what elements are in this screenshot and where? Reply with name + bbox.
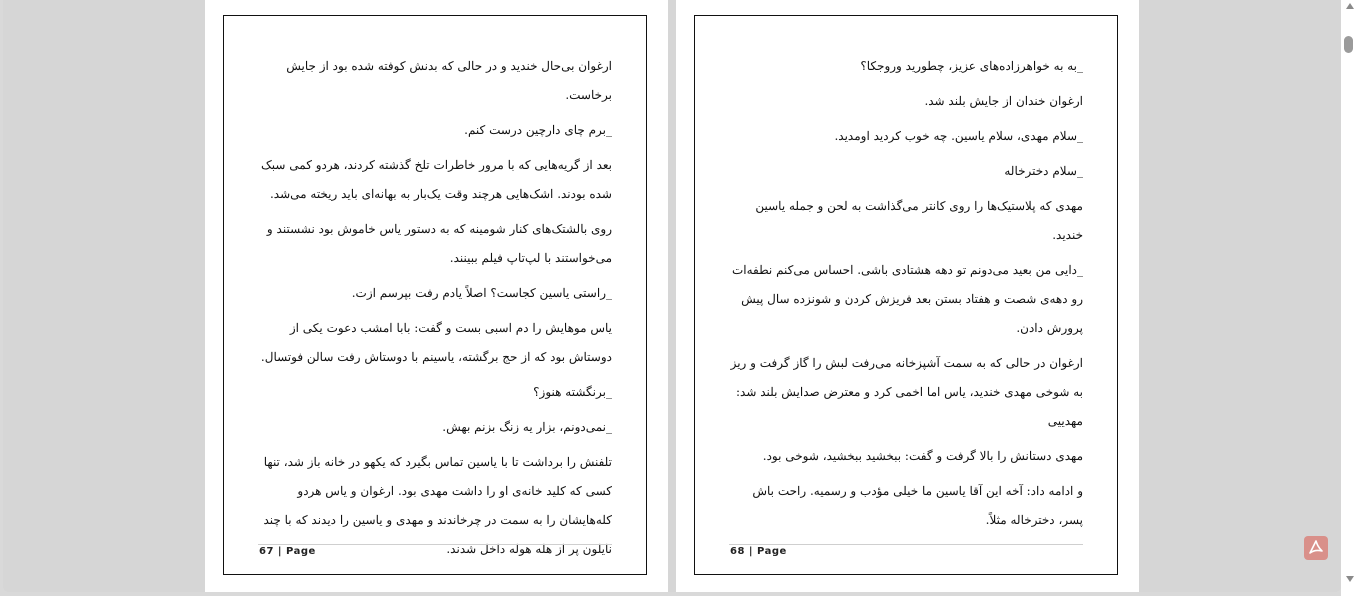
paragraph: روی بالشتک‌های کنار شومینه که به دستور یاس خاموش بود نشستند و می‌خواستند با لپ‌تاپ فیلم ببینند. (266, 222, 612, 265)
page-number: 68 | Page (730, 546, 787, 557)
footer-divider (729, 544, 1083, 545)
vertical-scrollbar[interactable] (1341, 0, 1360, 596)
page-text (258, 52, 612, 570)
paragraph: و ادامه داد: آخه این آقا یاسین ما خیلی مؤدب و رسمیه. راحت باش پسر، دخترخاله مثلاً. (752, 484, 1083, 527)
scroll-thumb[interactable] (1344, 36, 1353, 53)
paragraph: _به به خواهرزاده‌های عزیز، چطورید وروجکا؟ (860, 59, 1083, 73)
document-viewer (3, 0, 1341, 592)
paragraph: بعد از گریه‌هایی که با مرور خاطرات تلخ گذشته کردند، هردو کمی سبک شده بودند. اشک‌هایی هرچند وقت یک‌بار به بهانه‌ای باید ریخته می‌شد. (261, 158, 612, 201)
paragraph: _راستی یاسین کجاست؟ اصلاً یادم رفت بپرسم ازت. (351, 286, 612, 300)
scroll-up-arrow-icon[interactable] (1346, 3, 1354, 9)
paragraph: _دایی من بعید می‌دونم تو دهه هشتادی باشی. احساس می‌کنم نطفه‌ات رو دهه‌ی شصت و هفتاد بستن بعد فریزش کردن و شونزده سال پیش پرورش دادن. (731, 263, 1083, 335)
footer-divider (258, 544, 612, 545)
page-text (729, 52, 1083, 541)
paragraph: مهدی دستانش را بالا گرفت و گفت: ببخشید ببخشید، شوخی بود. (762, 449, 1083, 463)
scroll-down-arrow-icon[interactable] (1346, 576, 1354, 582)
paragraph: ارغوان خندان از جایش بلند شد. (924, 94, 1083, 108)
paragraph: _سلام دخترخاله (1004, 164, 1083, 178)
page-border (694, 15, 1118, 575)
page-number: 67 | Page (259, 546, 316, 557)
paragraph: _نمی‌دونم، بزار یه زنگ بزنم بهش. (442, 420, 612, 434)
page-67 (205, 0, 668, 592)
paragraph: یاس موهایش را دم اسبی بست و گفت: بابا امشب دعوت یکی از دوستاش بود که از حج برگشته، یاسینم با دوستاش رفت سالن فوتسال. (260, 321, 612, 364)
page-68 (676, 0, 1139, 592)
paragraph: مهدی که پلاستیک‌ها را روی کانتر می‌گذاشت به لحن و جمله یاسین خندید. (755, 199, 1083, 242)
paragraph: _برنگشته هنوز؟ (533, 385, 612, 399)
acrobat-icon (1307, 539, 1325, 557)
paragraph: ارغوان در حالی که به سمت آشپزخانه می‌رفت لبش را گاز گرفت و ریز به شوخی مهدی خندید، یاس اما اخمی کرد و معترض صدایش بلند شد: مهدییی (730, 356, 1083, 428)
paragraph: _برم چای دارچین درست کنم. (464, 123, 612, 137)
paragraph: تلفنش را برداشت تا با یاسین تماس بگیرد که یکهو در خانه باز شد، تنها کسی که کلید خانه‌ی او را داشت مهدی بود. ارغوان و یاس هردو کله‌هایشان را به سمت در چرخاندند و مهدی و یاسین را دیدند که با چند نایلون پر از هله هوله داخل شدند. (263, 455, 612, 556)
paragraph: ارغوان بی‌حال خندید و در حالی که بدنش کوفته شده بود از جایش برخاست. (286, 59, 612, 102)
page-border (223, 15, 647, 575)
paragraph: _سلام مهدی، سلام یاسین. چه خوب کردید اومدید. (834, 129, 1083, 143)
pdf-icon[interactable] (1304, 536, 1328, 560)
